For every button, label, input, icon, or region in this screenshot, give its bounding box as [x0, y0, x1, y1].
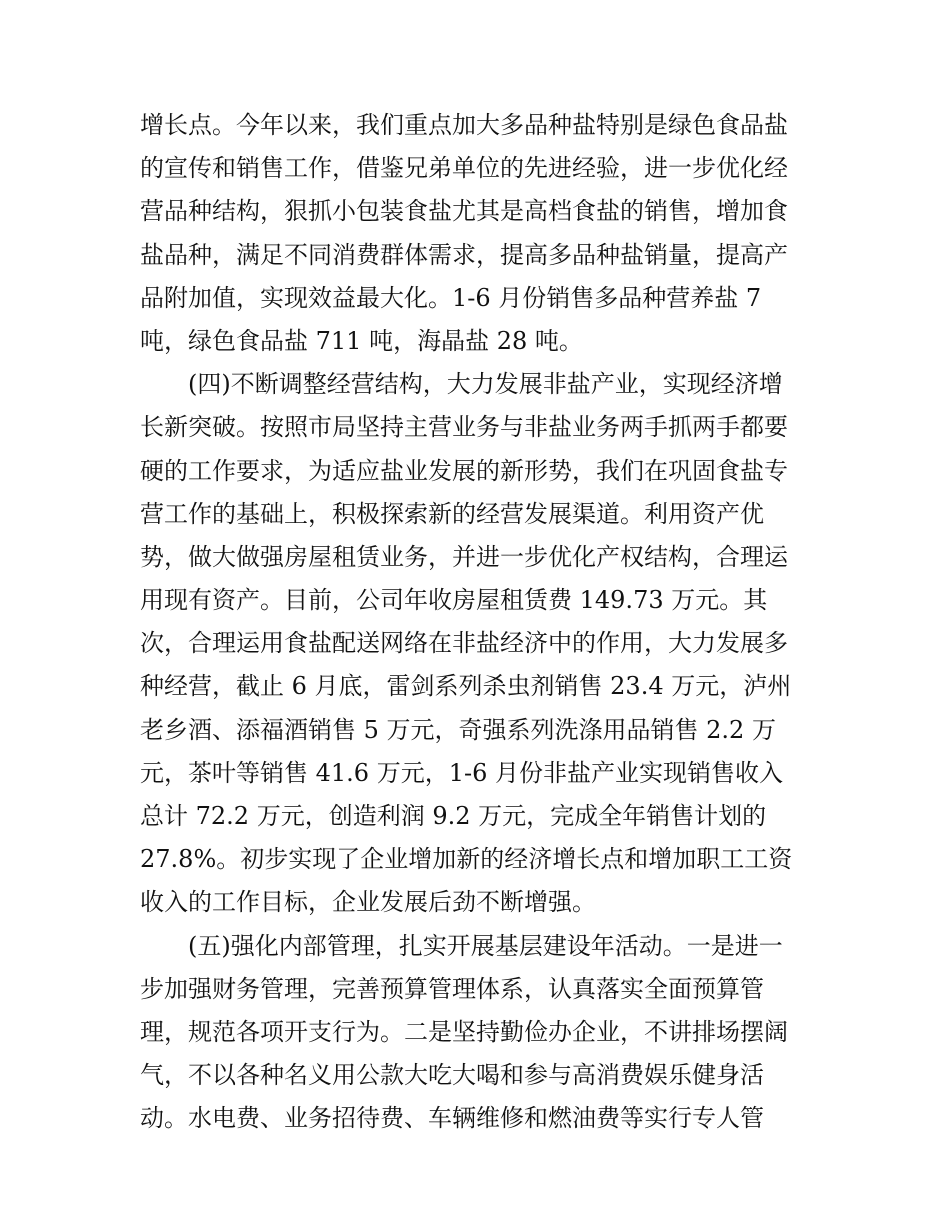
- text-line-2: 的宣传和销售工作，借鉴兄弟单位的先进经验，进一步优化经: [140, 154, 788, 183]
- text-line-8: 长新突破。按照市局坚持主营业务与非盐业务两手抓两手都要: [140, 413, 788, 442]
- text-line-24: 动。水电费、业务招待费、车辆维修和燃油费等实行专人管: [140, 1104, 764, 1133]
- text-line-10: 营工作的基础上，积极探索新的经营发展渠道。利用资产优: [140, 499, 764, 528]
- text-line-22: 理，规范各项开支行为。二是坚持勤俭办企业，不讲排场摆阔: [140, 1017, 788, 1046]
- text-line-3: 营品种结构，狠抓小包装食盐尤其是高档食盐的销售，增加食: [140, 197, 788, 226]
- text-line-20: (五)强化内部管理，扎实开展基层建设年活动。一是进一: [140, 931, 783, 960]
- text-line-19: 收入的工作目标，企业发展后劲不断增强。: [140, 888, 596, 917]
- text-line-18: 27.8%。初步实现了企业增加新的经济增长点和增加职工工资: [140, 845, 793, 874]
- text-line-6: 吨，绿色食品盐 711 吨，海晶盐 28 吨。: [140, 326, 583, 355]
- text-line-14: 种经营，截止 6 月底，雷剑系列杀虫剂销售 23.4 万元，泸州: [140, 672, 792, 701]
- text-line-13: 次，合理运用食盐配送网络在非盐经济中的作用，大力发展多: [140, 629, 788, 658]
- text-line-5: 品附加值，实现效益最大化。1-6 月份销售多品种营养盐 7: [140, 283, 762, 312]
- text-line-23: 气，不以各种名义用公款大吃大喝和参与高消费娱乐健身活: [140, 1061, 764, 1090]
- text-line-15: 老乡酒、添福酒销售 5 万元，奇强系列洗涤用品销售 2.2 万: [140, 715, 776, 744]
- text-line-7: (四)不断调整经营结构，大力发展非盐产业，实现经济增: [140, 370, 783, 399]
- text-line-11: 势，做大做强房屋租赁业务，并进一步优化产权结构，合理运: [140, 542, 788, 571]
- text-line-1: 增长点。今年以来，我们重点加大多品种盐特别是绿色食品盐: [140, 111, 788, 139]
- body-text: [140, 104, 820, 1141]
- text-line-16: 元，茶叶等销售 41.6 万元，1-6 月份非盐产业实现销售收入: [140, 758, 783, 787]
- text-line-4: 盐品种，满足不同消费群体需求，提高多品种盐销量，提高产: [140, 240, 788, 269]
- text-line-17: 总计 72.2 万元，创造利润 9.2 万元，完成全年销售计划的: [140, 802, 767, 830]
- text-line-21: 步加强财务管理，完善预算管理体系，认真落实全面预算管: [140, 974, 764, 1003]
- text-line-12: 用现有资产。目前，公司年收房屋租赁费 149.73 万元。其: [140, 586, 768, 615]
- text-line-9: 硬的工作要求，为适应盐业发展的新形势，我们在巩固食盐专: [140, 456, 788, 485]
